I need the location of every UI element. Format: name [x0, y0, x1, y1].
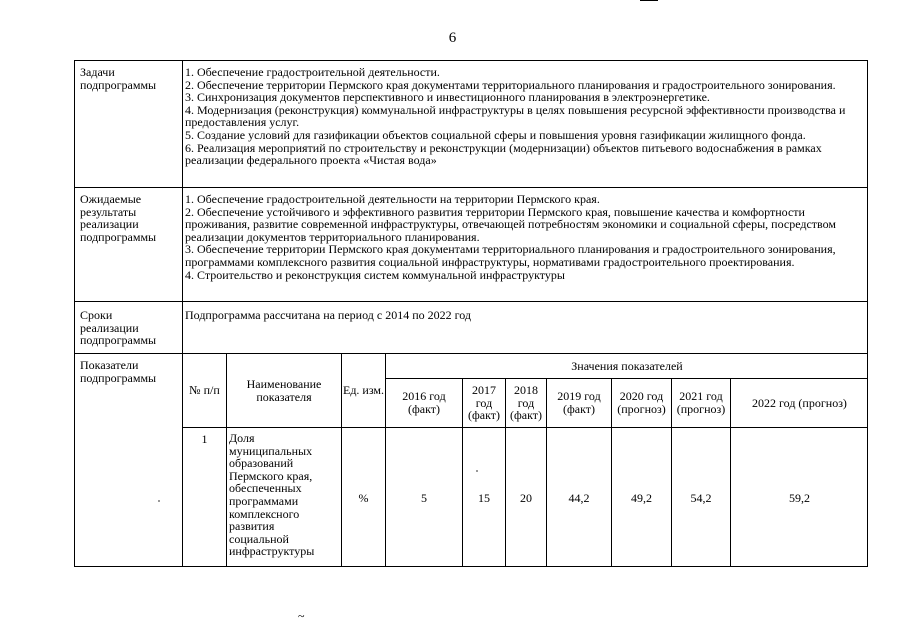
result-item: 1. Обеспечение градостроительной деятельности на территории Пермского края. [185, 192, 600, 206]
value-2022: 59,2 [789, 490, 810, 505]
results-label: Ожидаемые результаты реализации подпрограммы [80, 192, 157, 244]
header-year-2016: 2016 год (факт) [402, 389, 446, 416]
row-divider [74, 301, 868, 302]
task-item: 2. Обеспечение территории Пермского края документами территориального планирования и градостроительного зонирования. [185, 77, 836, 92]
row-divider [183, 427, 868, 428]
header-values-group: Значения показателей [571, 358, 683, 373]
result-item: 4. Строительство и реконструкция систем коммунальной инфраструктуры [185, 267, 565, 282]
header-year-2017: 2017 год (факт) [467, 383, 500, 423]
results-list [185, 193, 860, 281]
result-item: 3. Обеспечение территории Пермского края документами территориального планирования и градостроительного зонирования, программами комплексного развития социальной инфраструктуры, нормативами градостроительного проектирования. [185, 242, 836, 269]
row-divider [74, 187, 868, 188]
task-item: 3. Синхронизация документов перспективного и инвестиционного планирования в электроэнергетике. [185, 90, 710, 105]
indicator-unit: % [358, 490, 369, 505]
header-unit: Ед. изм. [342, 383, 385, 398]
header-number: № п/п [189, 383, 220, 398]
header-year-2022: 2022 год (прогноз) [752, 395, 847, 410]
scan-speck [476, 470, 478, 472]
value-2021: 54,2 [690, 490, 712, 505]
header-year-2019: 2019 год (факт) [557, 389, 601, 416]
value-2019: 44,2 [568, 490, 590, 505]
indicator-name: Доля муниципальных образований Пермского края, обеспеченных программами комплексного развития социальной инфраструктуры [229, 431, 315, 559]
value-2017: 15 [478, 490, 490, 505]
scan-speck [158, 500, 160, 502]
footer-mark: ~ [298, 609, 305, 623]
period-text: Подпрограмма рассчитана на период с 2014 по 2022 год [185, 308, 471, 322]
task-item: 1. Обеспечение градостроительной деятельности. [185, 65, 440, 79]
header-year-2018: 2018 год (факт) [509, 383, 542, 423]
row-number: 1 [201, 431, 208, 446]
task-item: 5. Создание условий для газификации объектов социальной сферы и повышения уровня газификации жилищного фонда. [185, 127, 806, 142]
value-2018: 20 [520, 490, 532, 505]
indicators-label: Показатели подпрограммы [80, 358, 157, 385]
page-number: 6 [448, 30, 457, 46]
period-label: Сроки реализации подпрограммы [80, 308, 157, 347]
value-2016: 5 [421, 490, 427, 505]
task-item: 6. Реализация мероприятий по строительству и реконструкции (модернизации) объектов питьевого водоснабжения в рамках реализации федерального проекта «Чистая вода» [185, 140, 822, 168]
tasks-list [185, 66, 860, 167]
top-margin-mark [640, 0, 658, 1]
result-item: 2. Обеспечение устойчивого и эффективного развития территории Пермского края, повышение качества и комфортности проживания, развитие современной инфраструктуры, отвечающей потребностям экономики и социальной сферы, посредством реализации документов территориального планирования. [185, 204, 836, 244]
column-divider [182, 60, 183, 567]
tasks-label: Задачи подпрограммы [80, 65, 157, 92]
header-name: Наименование показателя [246, 376, 322, 404]
task-item: 4. Модернизация (реконструкция) коммунальной инфраструктуры в целях повышения ресурсной эффективности производства и предоставления услуг. [185, 102, 846, 130]
value-2020: 49,2 [631, 490, 652, 505]
header-year-2021: 2021 год (прогноз) [676, 389, 726, 416]
header-year-2020: 2020 год (прогноз) [617, 389, 666, 416]
